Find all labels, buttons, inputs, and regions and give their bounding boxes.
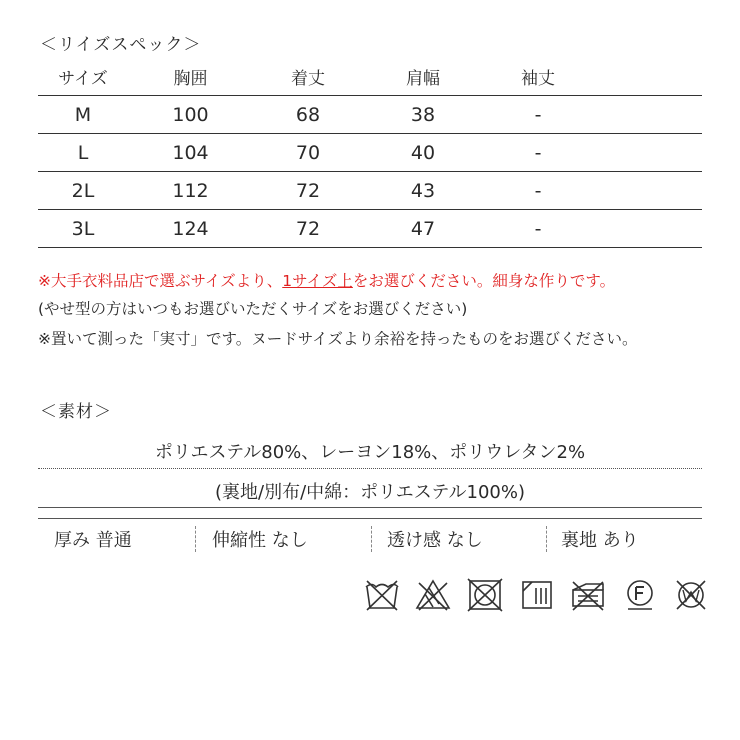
fit-warning-note (38, 269, 615, 291)
cell-chest: 112 (172, 179, 209, 202)
cell-sleeve: - (534, 179, 542, 202)
cell-shoulder: 43 (410, 179, 436, 202)
header-size: サイズ (58, 69, 108, 89)
cell-size: 2L (71, 179, 95, 202)
cell-size: M (74, 103, 92, 126)
cell-empty (593, 134, 702, 172)
cell-shoulder: 47 (410, 217, 436, 240)
fit-warning-text-end: をお選びください。細身な作りです。 (352, 272, 616, 290)
size-table (38, 58, 702, 248)
table-row (38, 210, 702, 248)
no-wet-clean-icon (673, 578, 709, 612)
size-table-header (38, 58, 702, 96)
feature-lining (561, 526, 639, 552)
cell-empty (593, 96, 702, 134)
no-tumble-dry-icon (467, 578, 503, 612)
dry-clean-f-icon (622, 578, 658, 612)
cell-shoulder: 38 (410, 103, 436, 126)
table-row (38, 134, 702, 172)
material-main: ポリエステル80%、レーヨン18%、ポリウレタン2% (154, 442, 586, 463)
feature-stretch (212, 526, 308, 552)
feature-separator (195, 526, 196, 552)
cell-chest: 100 (172, 103, 209, 126)
table-row (38, 96, 702, 134)
header-chest: 胸囲 (173, 69, 208, 89)
cell-sleeve: - (534, 141, 542, 164)
size-spec-title: ＜リイズスペック＞ (40, 35, 202, 55)
header-length: 着丈 (291, 69, 325, 89)
features-top-rule (38, 507, 702, 508)
feature-separator (371, 526, 372, 552)
feature-label: 裏地 (561, 530, 597, 551)
cell-chest: 124 (172, 217, 209, 240)
cell-chest: 104 (172, 141, 209, 164)
header-sleeve: 袖丈 (521, 69, 555, 89)
cell-size: L (77, 141, 89, 164)
material-lining: (裏地/別布/中綿：ポリエステル100%) (214, 482, 525, 503)
no-washing-icon (364, 578, 400, 612)
measurement-note: ※置いて測った「実寸」です。ヌードサイズより余裕を持ったものをお選びください。 (38, 330, 638, 348)
cell-length: 72 (295, 179, 321, 202)
cell-size: 3L (71, 217, 95, 240)
feature-label: 透け感 (387, 530, 441, 551)
cell-length: 70 (295, 141, 321, 164)
cell-empty (593, 172, 702, 210)
feature-value: あり (602, 530, 639, 551)
line-dry-shade-icon (519, 578, 555, 612)
fit-warning-text: ※大手衣料品店で選ぶサイズより、 (38, 272, 283, 290)
feature-label: 厚み (54, 530, 90, 551)
feature-label: 伸縮性 (212, 530, 266, 551)
cell-sleeve: - (534, 217, 542, 240)
feature-separator (546, 526, 547, 552)
no-bleach-icon (415, 578, 451, 612)
feature-value: 普通 (95, 530, 132, 551)
feature-value: なし (271, 530, 308, 551)
cell-empty (593, 210, 702, 248)
cell-length: 68 (295, 103, 321, 126)
feature-sheerness (387, 526, 483, 552)
no-iron-icon (570, 578, 606, 612)
slim-fit-note: (やせ型の方はいつもお選びいただくサイズをお選びください) (38, 300, 468, 318)
header-empty (593, 58, 702, 96)
material-title: ＜素材＞ (40, 402, 112, 422)
feature-value: なし (446, 530, 483, 551)
material-divider (38, 468, 702, 469)
cell-sleeve: - (534, 103, 542, 126)
cell-length: 72 (295, 217, 321, 240)
cell-shoulder: 40 (410, 141, 436, 164)
feature-thickness (54, 526, 132, 552)
fit-warning-emphasis: 1サイズ上 (282, 272, 353, 290)
features-top-rule-inner (38, 518, 702, 519)
table-row (38, 172, 702, 210)
header-shoulder: 肩幅 (406, 69, 440, 89)
